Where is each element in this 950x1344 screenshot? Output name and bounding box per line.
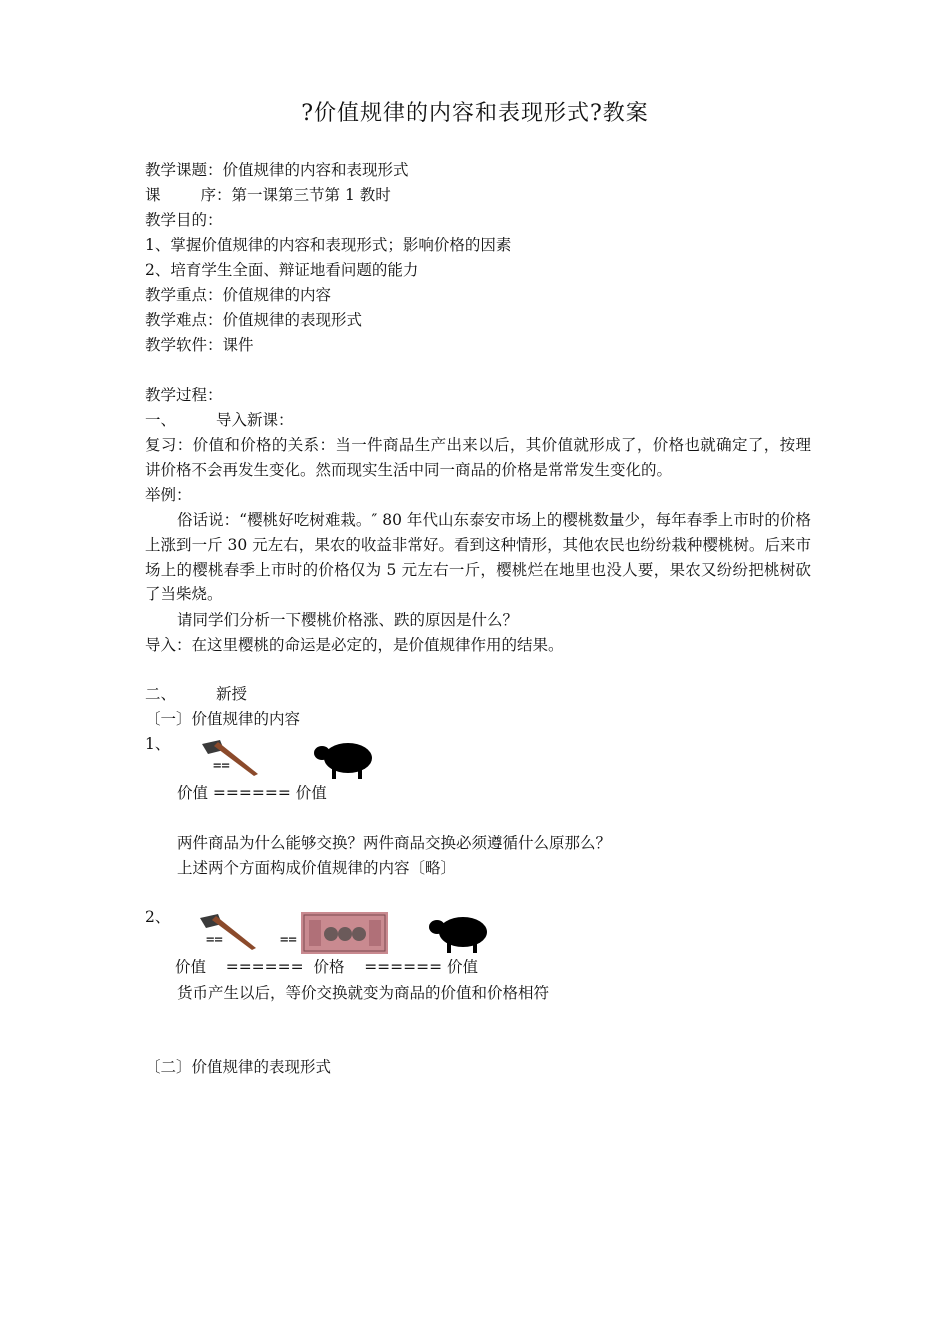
software-line: 教学软件：课件 <box>145 336 254 354</box>
difficulty-point: 教学难点：价值规律的表现形式 <box>145 311 363 329</box>
item1-answer: 上述两个方面构成价值规律的内容〔略〕 <box>177 859 457 877</box>
review-paragraph: 复习：价值和价格的关系：当一件商品生产出来以后，其价值就形成了，价格也就确定了，按理讲价格不会再发生变化。然而现实生活中同一商品的价格是常常发生变化的。 <box>145 436 811 479</box>
item2-small-equals-1: == <box>206 932 223 948</box>
question-line: 请同学们分析一下樱桃价格涨、跌的原因是什么？ <box>177 611 519 629</box>
item1-small-equals: == <box>213 758 230 774</box>
axe-icon <box>198 738 264 778</box>
part1-heading <box>145 410 294 430</box>
sheep-icon <box>429 912 491 954</box>
item2-number: 2、 <box>145 908 171 926</box>
sheep-icon <box>314 738 376 780</box>
item2-small-equals-2: == <box>280 932 297 948</box>
order-value: 序：第一课第三节第 1 教时 <box>200 186 391 204</box>
item1-question: 两件商品为什么能够交换？两件商品交换必须遵循什么原那么？ <box>177 834 612 852</box>
item2-note: 货币产生以后，等价交换就变为商品的价值和价格相符 <box>177 984 550 1002</box>
example-label: 举例： <box>145 486 192 504</box>
part1-title: 导入新课： <box>216 411 294 429</box>
order-line <box>145 185 391 205</box>
part2-number: 二、 <box>145 685 177 703</box>
part2-heading <box>145 684 247 704</box>
item1-equation: 价值 ====== 价值 <box>177 784 327 802</box>
part2-title: 新授 <box>216 685 248 703</box>
topic-line: 教学课题：价值规律的内容和表现形式 <box>145 161 409 179</box>
banknote-icon <box>301 912 388 954</box>
key-point: 教学重点：价值规律的内容 <box>145 286 332 304</box>
process-label: 教学过程： <box>145 386 223 404</box>
order-label: 课 <box>145 186 161 204</box>
part1-number: 一、 <box>145 411 177 429</box>
intro-line: 导入：在这里樱桃的命运是必定的，是价值规律作用的结果。 <box>145 636 564 654</box>
section1-heading: 〔一〕价值规律的内容 <box>145 710 301 728</box>
item1-number: 1、 <box>145 735 171 753</box>
section2-heading: 〔二〕价值规律的表现形式 <box>145 1058 332 1076</box>
item2-equation: 价值 ====== 价格 ====== 价值 <box>175 958 479 976</box>
goal-2: 2、培育学生全面、辩证地看问题的能力 <box>145 261 419 279</box>
example-paragraph: 俗话说：“樱桃好吃树难栽。″ 80 年代山东泰安市场上的樱桃数量少，每年春季上市时的价格上涨到一斤 30 元左右，果农的收益非常好。看到这种情形，其他农民也纷纷栽种樱桃树。后来市场上的樱桃春季上市时的价格仅为 5 元左右一斤，樱桃烂在地里也没人要，果农又纷纷把桃树砍了当柴烧。 <box>145 511 811 604</box>
page-title: ?价值规律的内容和表现形式?教案 <box>301 101 649 126</box>
goal-1: 1、掌握价值规律的内容和表现形式；影响价格的因素 <box>145 236 512 254</box>
goals-label: 教学目的： <box>145 211 223 229</box>
